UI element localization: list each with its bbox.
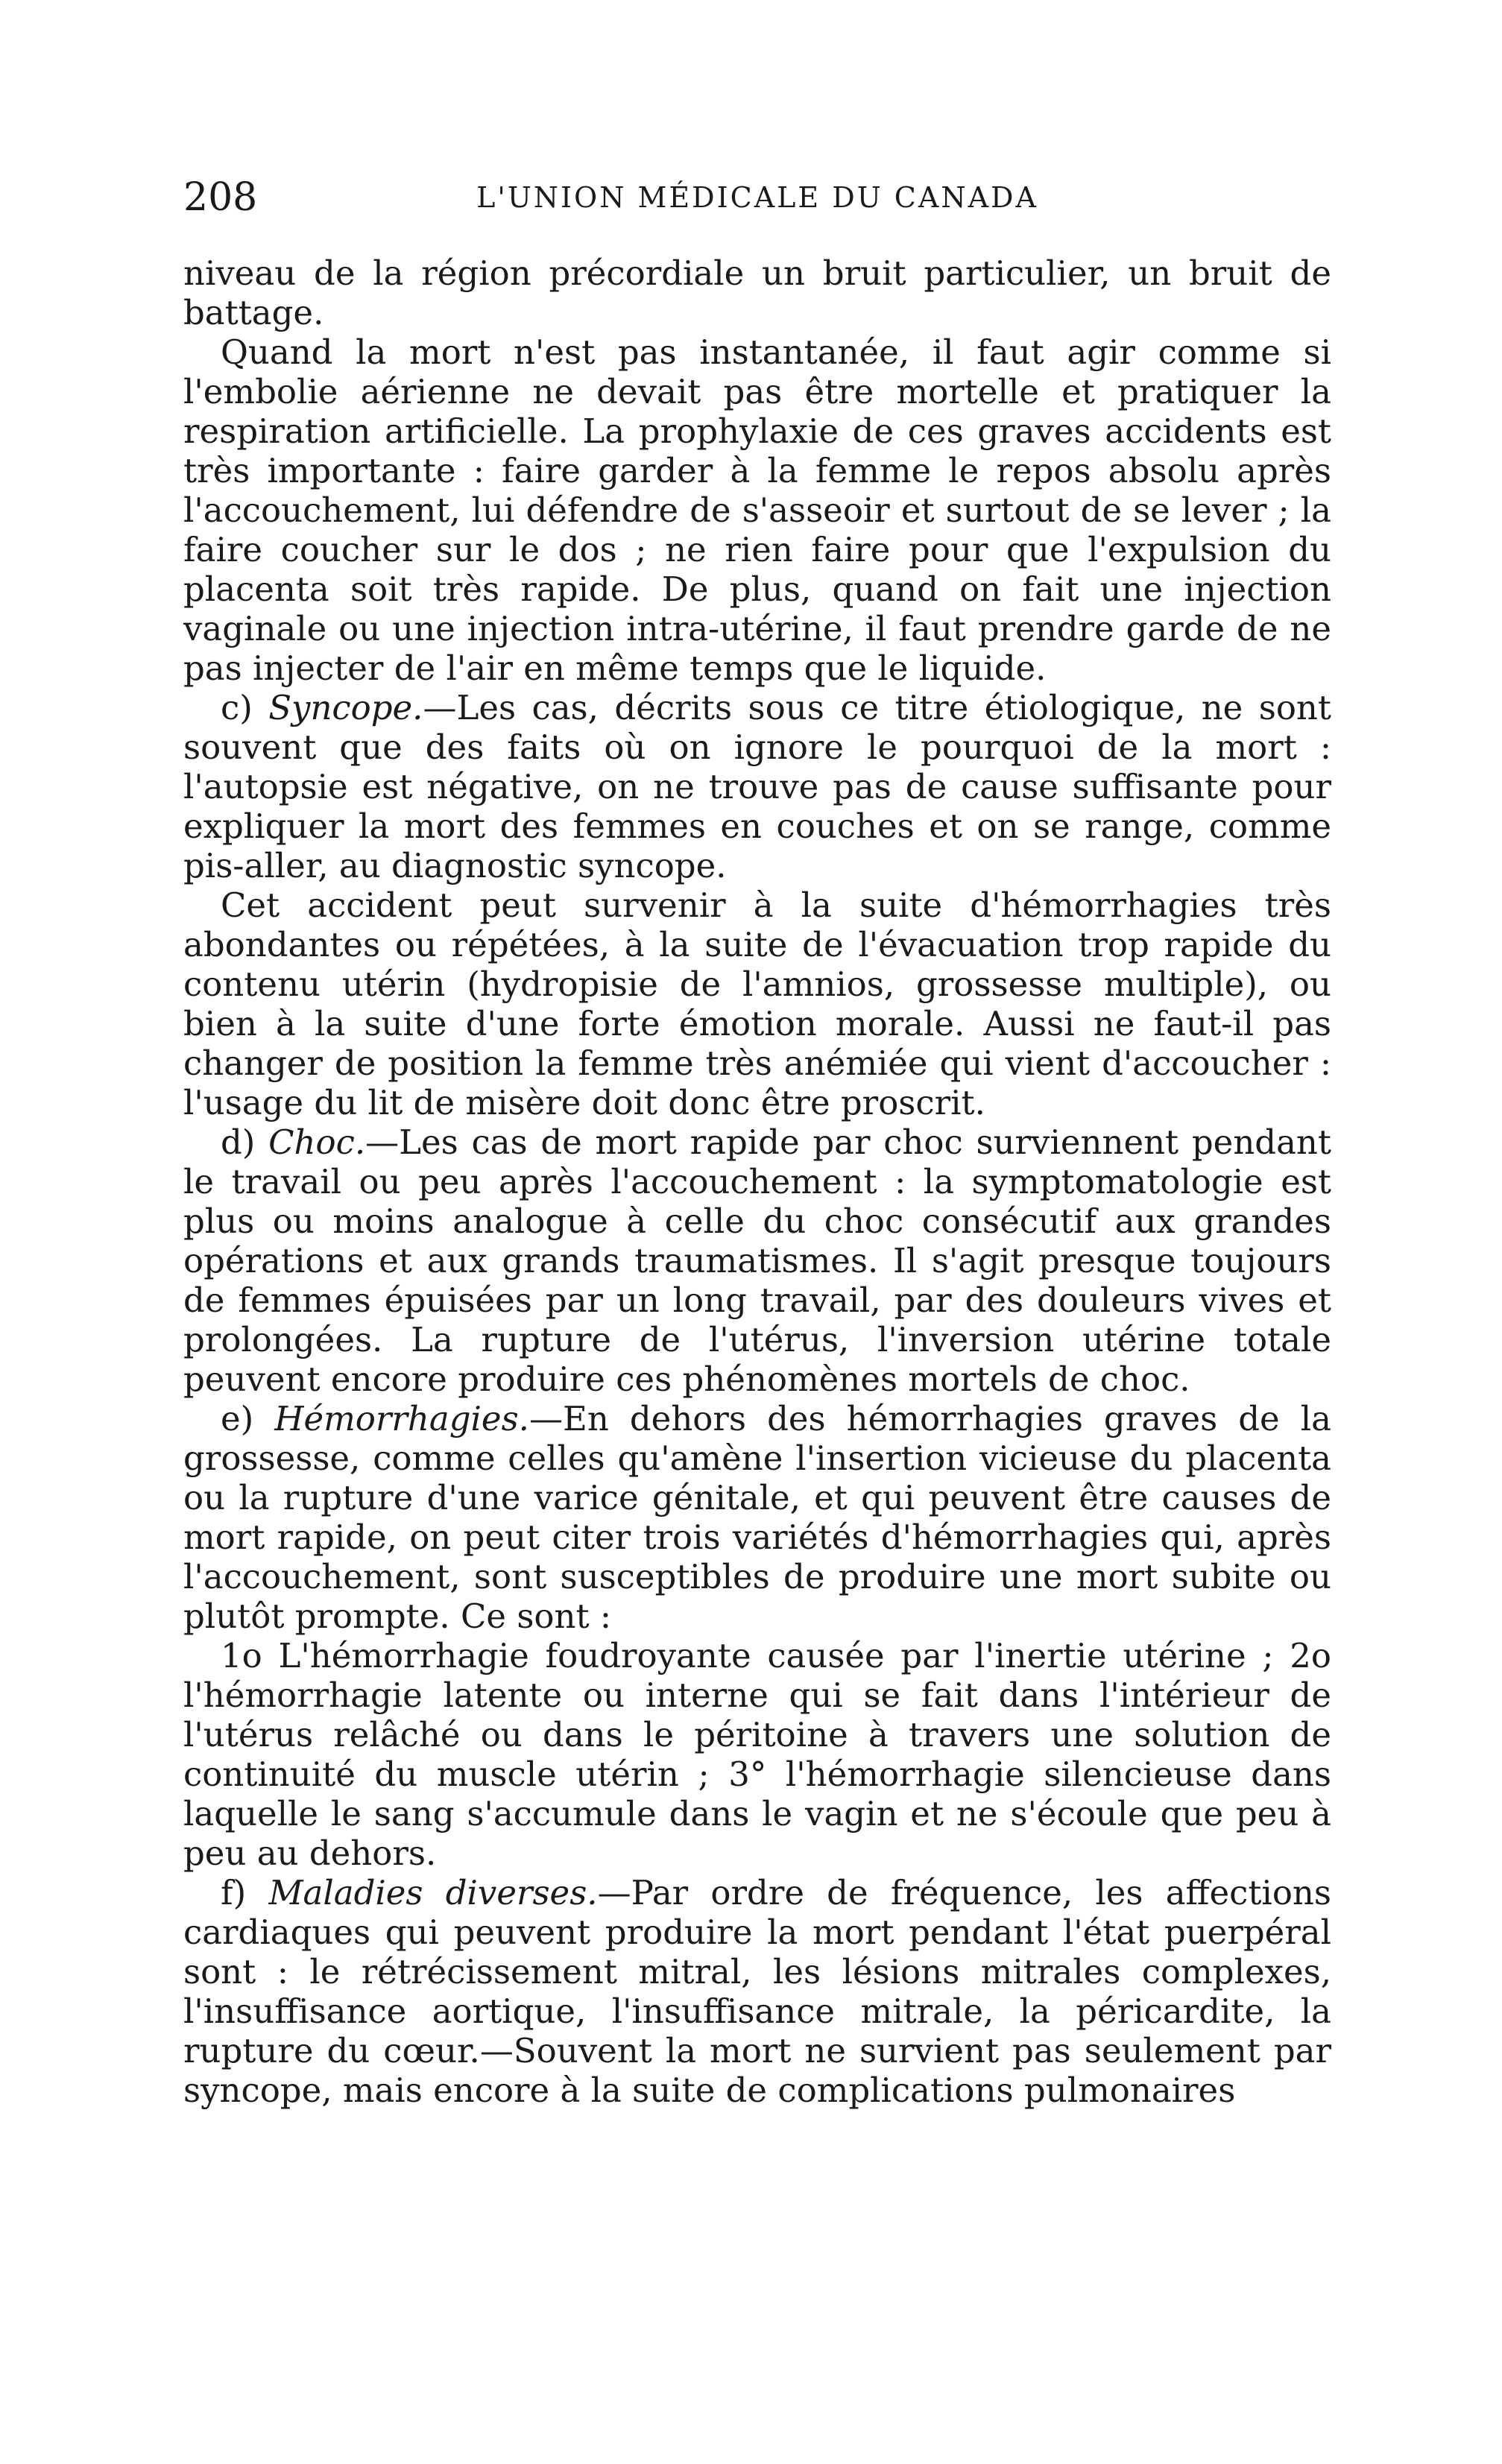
section-heading: Hémorrhagies.	[274, 1399, 529, 1438]
section-label: d)	[221, 1122, 256, 1162]
section-paragraph-hemorrhagies	[183, 1399, 1331, 1636]
running-title: L'UNION MÉDICALE DU CANADA	[476, 181, 1038, 214]
page-header	[183, 171, 1331, 224]
section-heading: Choc.	[268, 1122, 366, 1162]
section-label: e)	[221, 1399, 254, 1438]
paragraph	[183, 253, 1331, 332]
paragraph-text: —Par ordre de fréquence, les affections cardiaques qui peuvent produire la mort pendant l'état puerpéral sont : le rétrécissement mitral, les lésions mitrales complexes, l'insuffisance aortique, l'insuffisance mitrale, la péricardite, la rupture du cœur.—Souvent la mort ne survient pas seulement par syncope, mais encore à la suite de complications pulmonaires	[183, 1873, 1331, 2110]
section-paragraph-maladies	[183, 1873, 1331, 2110]
paragraph-text: —En dehors des hémorrhagies graves de la grossesse, comme celles qu'amène l'insertion vicieuse du placenta ou la rupture d'une varice génitale, et qui peuvent être causes de mort rapide, on peut citer trois variétés d'hémorrhagies qui, après l'accouchement, sont susceptibles de produire une mort subite ou plutôt prompte. Ce sont :	[183, 1399, 1331, 1636]
section-heading: Syncope.	[268, 688, 423, 727]
page-number: 208	[183, 175, 258, 220]
paragraph-text: —Les cas de mort rapide par choc surviennent pendant le travail ou peu après l'accouchement : la symptomatologie est plus ou moins analogue à celle du choc consécutif aux grandes opérations et aux grands traumatismes. Il s'agit presque toujours de femmes épuisées par un long travail, par des douleurs vives et prolongées. La rupture de l'utérus, l'inversion utérine totale peuvent encore produire ces phénomènes mortels de choc.	[183, 1122, 1331, 1399]
body-text	[183, 253, 1331, 2110]
section-label: c)	[221, 688, 253, 727]
section-paragraph-syncope	[183, 688, 1331, 885]
paragraph-text: Quand la mort n'est pas instantanée, il faut agir comme si l'embolie aérienne ne devait pas être mortelle et pratiquer la respiration artificielle. La prophylaxie de ces graves accidents est très importante : faire garder à la femme le repos absolu après l'accouchement, lui défendre de s'asseoir et surtout de se lever ; la faire coucher sur le dos ; ne rien faire pour que l'expulsion du placenta soit très rapide. De plus, quand on fait une injection vaginale ou une injection intra-utérine, il faut prendre garde de ne pas injecter de l'air en même temps que le liquide.	[183, 332, 1331, 688]
paragraph-text: 1o L'hémorrhagie foudroyante causée par l'inertie utérine ; 2o l'hémorrhagie latente ou interne qui se fait dans l'intérieur de l'utérus relâché ou dans le péritoine à travers une solution de continuité du muscle utérin ; 3° l'hémorrhagie silencieuse dans laquelle le sang s'accumule dans le vagin et ne s'écoule que peu à peu au dehors.	[183, 1636, 1331, 1873]
paragraph-text: —Les cas, décrits sous ce titre étiologique, ne sont souvent que des faits où on ignore le pourquoi de la mort : l'autopsie est négative, on ne trouve pas de cause suffisante pour expliquer la mort des femmes en couches et on se range, comme pis-aller, au diagnostic syncope.	[183, 688, 1331, 885]
paragraph	[183, 885, 1331, 1122]
section-paragraph-choc	[183, 1122, 1331, 1399]
section-heading: Maladies diverses.	[268, 1873, 598, 1912]
paragraph-text: niveau de la région précordiale un bruit particulier, un bruit de battage.	[183, 253, 1331, 332]
section-label: f)	[221, 1873, 247, 1912]
paragraph	[183, 1636, 1331, 1873]
paragraph	[183, 332, 1331, 688]
paragraph-text: Cet accident peut survenir à la suite d'hémorrhagies très abondantes ou répétées, à la suite de l'évacuation trop rapide du contenu utérin (hydropisie de l'amnios, grossesse multiple), ou bien à la suite d'une forte émotion morale. Aussi ne faut-il pas changer de position la femme très anémiée qui vient d'accoucher : l'usage du lit de misère doit donc être proscrit.	[183, 885, 1331, 1122]
